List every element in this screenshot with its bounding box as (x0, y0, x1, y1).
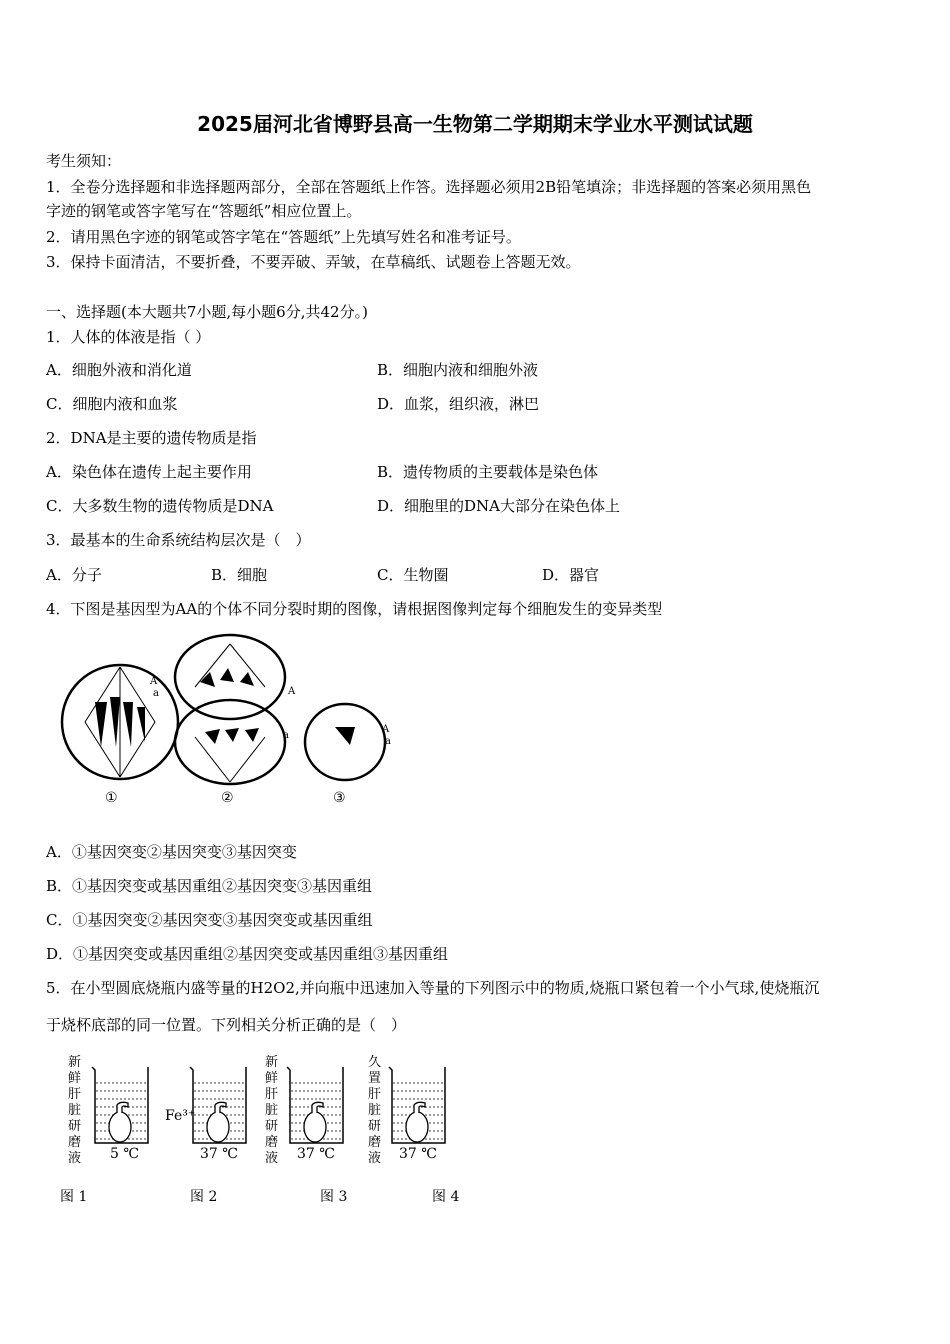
gene-label-a-lower: a (283, 730, 289, 741)
notice-line: 2．请用黑色字迹的钢笔或答字笔在“答题纸”上先填写姓名和准考证号。 (46, 228, 521, 246)
gene-label-a-upper: A (382, 724, 390, 735)
q3-option-d: D．器官 (542, 566, 600, 584)
gene-label-a-upper: A (150, 676, 158, 687)
q2-option-c: C．大多数生物的遗传物质是DNA (46, 497, 274, 515)
q2-option-a: A．染色体在遗传上起主要作用 (46, 463, 252, 481)
q4-option-b: B．①基因突变或基因重组②基因突变③基因重组 (46, 877, 373, 895)
figure-label-2: ② (221, 790, 234, 806)
beaker-icon (387, 1065, 447, 1145)
beaker-temperature: 37 ℃ (399, 1146, 437, 1162)
q2-option-d: D．细胞里的DNA大部分在染色体上 (377, 497, 621, 515)
q2-option-b: B．遗传物质的主要载体是染色体 (377, 463, 599, 481)
figure-caption: 图 2 (190, 1189, 218, 1205)
beaker-side-label: 新鲜肝脏研磨液 (265, 1055, 279, 1166)
figure-caption: 图 3 (320, 1189, 348, 1205)
gene-label-a-lower: a (385, 736, 391, 747)
beaker-icon (188, 1065, 248, 1145)
q2-stem: 2．DNA是主要的遗传物质是指 (46, 429, 257, 447)
beaker-temperature: 5 ℃ (110, 1146, 140, 1162)
beaker-side-label: 新鲜肝脏研磨液 (68, 1055, 82, 1166)
gene-label-a-lower: a (153, 688, 159, 699)
beaker-temperature: 37 ℃ (200, 1146, 238, 1162)
q5-stem-cont: 于烧杯底部的同一位置。下列相关分析正确的是（ ） (46, 1016, 407, 1034)
notice-line: 1．全卷分选择题和非选择题两部分，全部在答题纸上作答。选择题必须用2B铅笔填涂；非选择题的答案必须用黑色 (46, 178, 812, 196)
beaker-side-label: Fe³⁺ (165, 1108, 196, 1124)
q4-stem: 4．下图是基因型为AA的个体不同分裂时期的图像，请根据图像判定每个细胞发生的变异类型 (46, 600, 663, 618)
q3-stem: 3．最基本的生命系统结构层次是（ ） (46, 531, 311, 549)
section-heading: 一、选择题(本大题共7小题,每小题6分,共42分。) (46, 303, 368, 321)
cell-division-figure (55, 632, 400, 812)
notice-line: 3．保持卡面清洁，不要折叠，不要弄破、弄皱，在草稿纸、试题卷上答题无效。 (46, 253, 581, 271)
q3-option-c: C．生物圈 (377, 566, 449, 584)
q4-option-d: D．①基因突变或基因重组②基因突变或基因重组③基因重组 (46, 945, 449, 963)
cell-3 (305, 704, 385, 780)
q1-stem: 1．人体的体液是指（ ） (46, 328, 211, 346)
q5-stem: 5．在小型圆底烧瓶内盛等量的H2O2,并向瓶中迅速加入等量的下列图示中的物质,烧瓶口紧包着一个小气球,使烧瓶沉 (46, 979, 820, 997)
q3-option-a: A．分子 (46, 566, 102, 584)
figure-label-1: ① (105, 790, 118, 806)
figure-caption: 图 1 (60, 1189, 88, 1205)
gene-label-a-upper: A (288, 686, 296, 697)
q3-option-b: B．细胞 (211, 566, 268, 584)
figure-label-3: ③ (333, 790, 346, 806)
page-title: 2025届河北省博野县高一生物第二学期期末学业水平测试试题 (197, 112, 753, 136)
q1-option-b: B．细胞内液和细胞外液 (377, 361, 539, 379)
notice-line: 字迹的钢笔或答字笔写在“答题纸”相应位置上。 (46, 202, 362, 220)
beaker-icon (90, 1065, 150, 1145)
q1-option-a: A．细胞外液和消化道 (46, 361, 192, 379)
q1-option-d: D．血浆，组织液，淋巴 (377, 395, 540, 413)
notice-heading: 考生须知： (46, 152, 122, 170)
beaker-side-label: 久置肝脏研磨液 (368, 1055, 382, 1166)
cell-2-lower (175, 700, 285, 784)
q1-option-c: C．细胞内液和血浆 (46, 395, 178, 413)
beaker-temperature: 37 ℃ (297, 1146, 335, 1162)
figure-caption: 图 4 (432, 1189, 460, 1205)
q4-option-c: C．①基因突变②基因突变③基因突变或基因重组 (46, 911, 373, 929)
q4-option-a: A．①基因突变②基因突变③基因突变 (46, 843, 297, 861)
beaker-icon (285, 1065, 345, 1145)
